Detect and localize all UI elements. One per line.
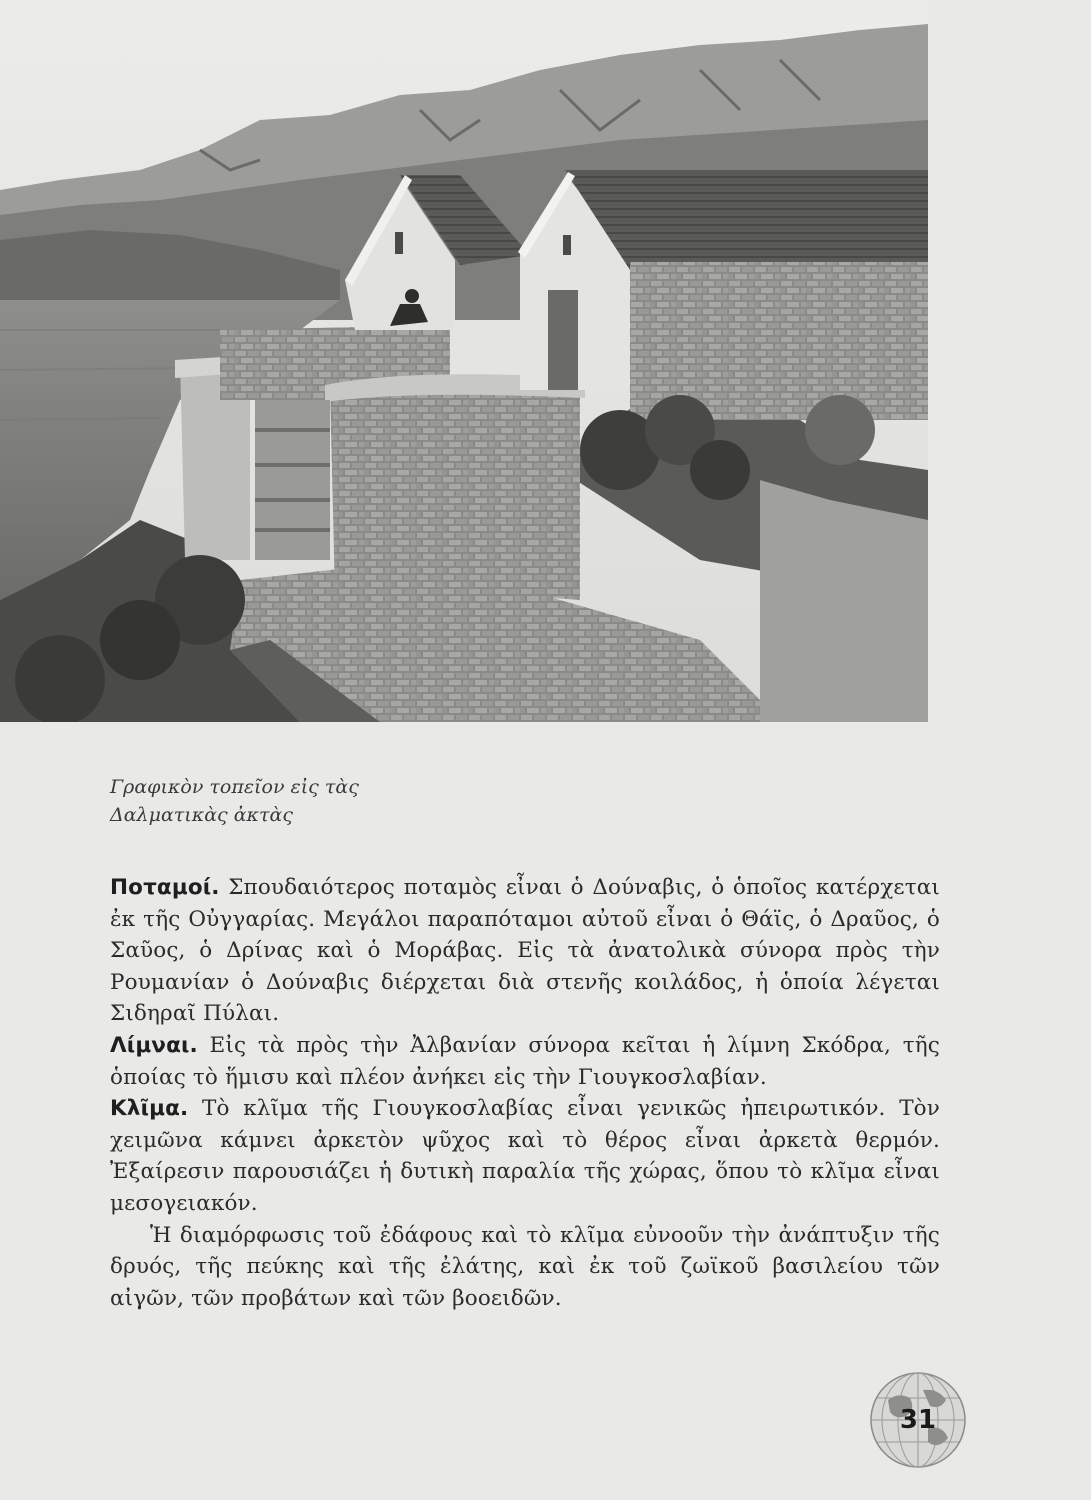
body-text xyxy=(110,872,940,1314)
paragraph-final: Ἡ διαμόρφωσις τοῦ ἐδάφους καὶ τὸ κλῖμα εὐνοοῦν τὴν ἀνάπτυξιν τῆς δρυός, τῆς πεύκης καὶ τῆς ἐλάτης, καὶ ἐκ τοῦ ζωϊκοῦ βασιλείου τῶν αἰγῶν, τῶν προβάτων καὶ τῶν βοοειδῶν. xyxy=(110,1222,940,1311)
page-number: 31 xyxy=(899,1405,937,1435)
heading-climate: Κλῖμα. xyxy=(110,1096,189,1122)
heading-lakes: Λίμναι. xyxy=(110,1032,198,1058)
paragraph-rivers xyxy=(110,872,940,1030)
landscape-illustration xyxy=(0,0,928,722)
page-number-badge xyxy=(868,1370,968,1470)
caption-line-2: Δαλματικὰς ἀκτὰς xyxy=(110,804,293,826)
text-rivers: Σπουδαιότερος ποταμὸς εἶναι ὁ Δούναβις, ὁ ὁποῖος κατέρχεται ἐκ τῆς Οὐγγαρίας. Μεγάλοι παραπόταμοι αὐτοῦ εἶναι ὁ Θάϊς, ὁ Δραῦος, ὁ Σαῦος, ὁ Δρίνας καὶ ὁ Μοράβας. Εἰς τὰ ἀνατολικὰ σύνορα πρὸς τὴν Ρουμανίαν ὁ Δούναβις διέρχεται διὰ στενῆς κοιλάδος, ἡ ὁποία λέγεται Σιδηραῖ Πύλαι. xyxy=(110,875,940,1027)
photo-caption xyxy=(110,773,359,829)
text-lakes: Εἰς τὰ πρὸς τὴν Ἀλβανίαν σύνορα κεῖται ἡ λίμνη Σκόδρα, τῆς ὁποίας τὸ ἥμισυ καὶ πλέον ἀνήκει εἰς τὴν Γιουγκοσλαβίαν. xyxy=(110,1032,940,1090)
paragraph-climate xyxy=(110,1093,940,1219)
paragraph-lakes xyxy=(110,1030,940,1093)
text-climate: Τὸ κλῖμα τῆς Γιουγκοσλαβίας εἶναι γενικῶς ἠπειρωτικόν. Τὸν χειμῶνα κάμνει ἀρκετὸν ψῦχος καὶ τὸ θέρος εἶναι ἀρκετὰ θερμόν. Ἐξαίρεσιν παρουσιάζει ἡ δυτικὴ παραλία τῆς χώρας, ὅπου τὸ κλῖμα εἶναι μεσογειακόν. xyxy=(110,1096,940,1216)
landscape-photo xyxy=(0,0,928,722)
caption-line-1: Γραφικὸν τοπεῖον εἰς τὰς xyxy=(110,776,359,798)
heading-rivers: Ποταμοί. xyxy=(110,875,220,900)
